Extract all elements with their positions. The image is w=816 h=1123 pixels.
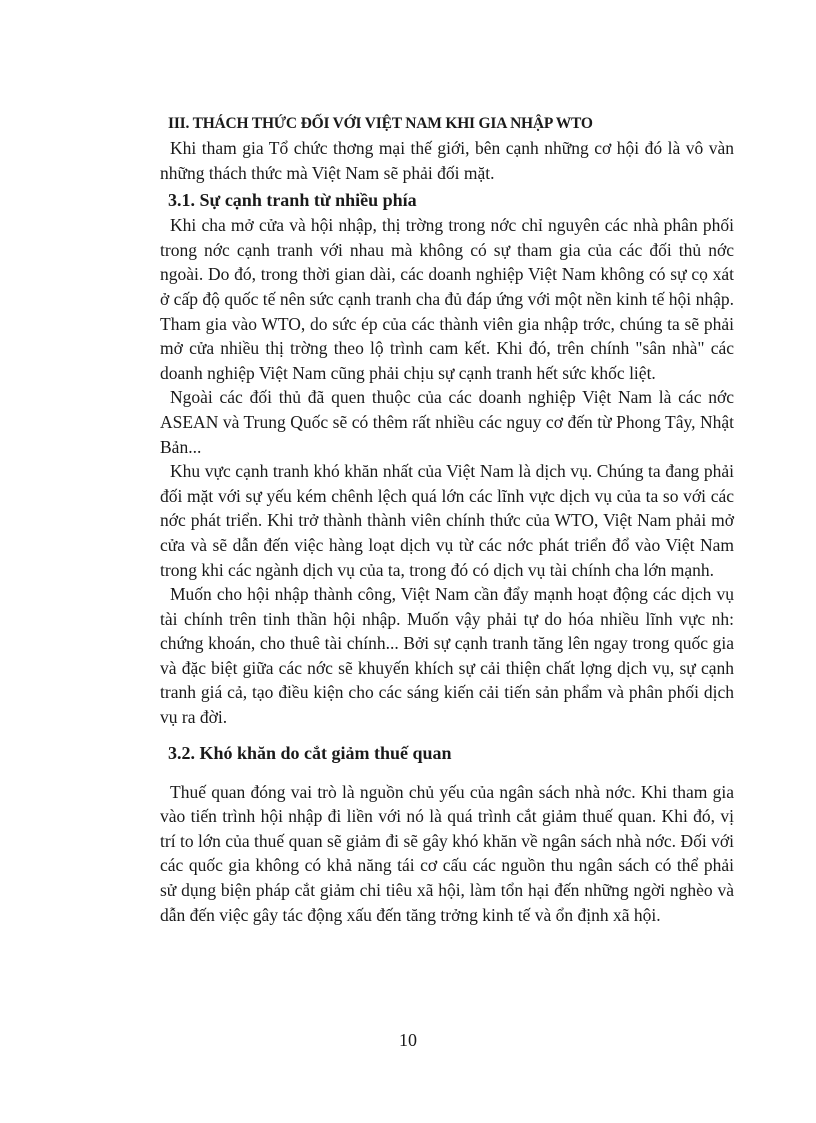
section-title: III. THÁCH THỨC ĐỐI VỚI VIỆT NAM KHI GIA NHẬP WTO	[168, 115, 593, 132]
subsection-2-paragraph-1: Thuế quan đóng vai trò là nguồn chủ yếu của ngân sách nhà nớc. Khi tham gia vào tiến trình hội nhập đi liền với nó là quá trình cắt giảm thuế quan. Khi đó, vị trí to lớn của thuế quan sẽ giảm đi sẽ gây khó khăn về ngân sách nhà nớc. Đối với các quốc gia không có khả năng tái cơ cấu các nguồn thu ngân sách có thể phải sử dụng biện pháp cắt giảm chi tiêu xã hội, làm tổn hại đến những ngời nghèo và dẫn đến việc gây tác động xấu đến tăng trởng kinh tế và ổn định xã hội.	[160, 781, 734, 925]
page-number: 10	[399, 1030, 417, 1050]
subsection-2-title: 3.2. Khó khăn do cắt giảm thuế quan	[168, 742, 452, 763]
page-content	[160, 112, 734, 927]
subsection-1-paragraph-1: Khi cha mở cửa và hội nhập, thị trờng trong nớc chỉ nguyên các nhà phân phối trong nớc cạnh tranh với nhau mà không có sự tham gia của các đối thủ nớc ngoài. Do đó, trong thời gian dài, các doanh nghiệp Việt Nam không có sự cọ xát ở cấp độ quốc tế nên sức cạnh tranh cha đủ đáp ứng với một nền kinh tế hội nhập. Tham gia vào WTO, do sức ép của các thành viên gia nhập trớc, chúng ta sẽ phải mở cửa nhiều thị trờng theo lộ trình cam kết. Khi đó, trên chính "sân nhà" các doanh nghiệp Việt Nam cũng phải chịu sự cạnh tranh hết sức khốc liệt.	[160, 215, 734, 383]
subsection-1-title: 3.1. Sự cạnh tranh từ nhiều phía	[168, 190, 417, 211]
subsection-1-paragraph-4: Muốn cho hội nhập thành công, Việt Nam cần đẩy mạnh hoạt động các dịch vụ tài chính trên tinh thần hội nhập. Muốn vậy phải tự do hóa nhiều lĩnh vực nh: chứng khoán, cho thuê tài chính... Bởi sự cạnh tranh tăng lên ngay trong quốc gia và đặc biệt giữa các nớc sẽ khuyến khích sự cải thiện chất lợng dịch vụ, sự cạnh tranh giá cả, tạo điều kiện cho các sáng kiến cải tiến sản phẩm và phân phối dịch vụ ra đời.	[160, 584, 734, 728]
subsection-1-paragraph-2: Ngoài các đối thủ đã quen thuộc của các doanh nghiệp Việt Nam là các nớc ASEAN và Trung Quốc sẽ có thêm rất nhiều các nguy cơ đến từ Phong Tây, Nhật Bản...	[160, 387, 734, 457]
section-intro: Khi tham gia Tổ chức thơng mại thế giới, bên cạnh những cơ hội đó là vô vàn những thách thức mà Việt Nam sẽ phải đối mặt.	[160, 138, 734, 183]
subsection-1-paragraph-3: Khu vực cạnh tranh khó khăn nhất của Việt Nam là dịch vụ. Chúng ta đang phải đối mặt với sự yếu kém chênh lệch quá lớn các lĩnh vực dịch vụ của ta so với các nớc phát triển. Khi trở thành thành viên chính thức của WTO, Việt Nam phải mở cửa và sẽ dẫn đến việc hàng loạt dịch vụ từ các nớc phát triển đổ vào Việt Nam trong khi các ngành dịch vụ của ta, trong đó có dịch vụ tài chính cha lớn mạnh.	[160, 461, 734, 580]
